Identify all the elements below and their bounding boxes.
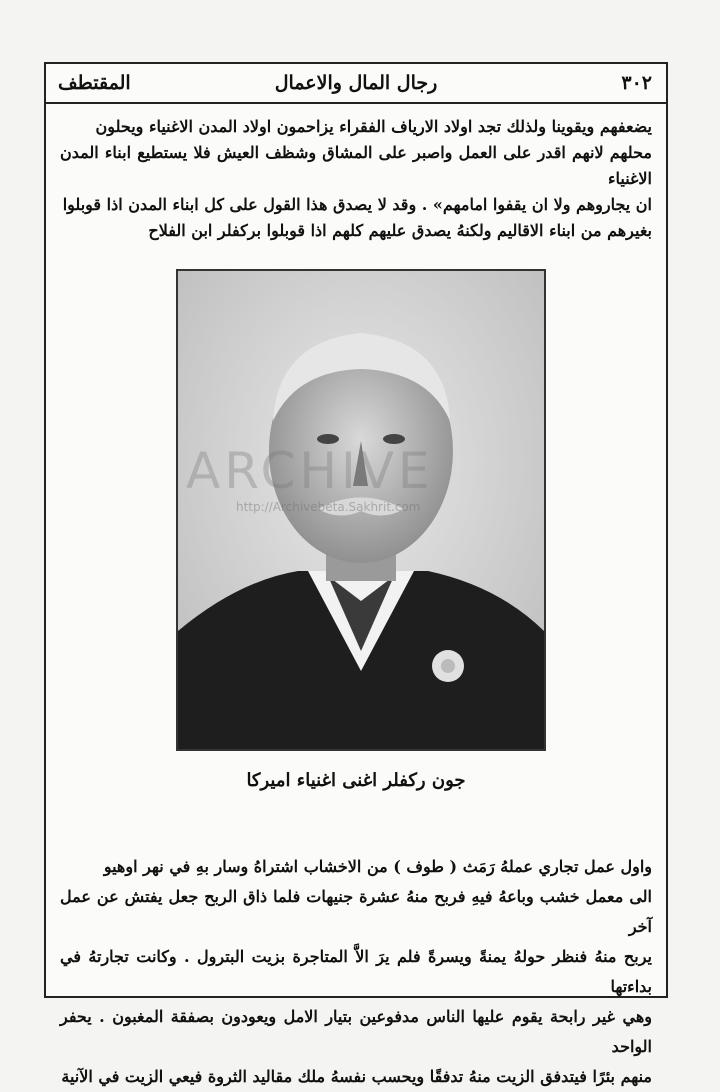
portrait-caption: جون ركفلر اغنى اغنياء اميركا [246, 770, 466, 791]
page-frame [44, 62, 668, 1086]
text-line: محلهم لانهم اقدر على العمل واصبر على المشاق وشظف العيش فلا يستطيع ابناء المدن الاغنياء [60, 143, 652, 188]
watermark-url: http://Archivebeta.Sakhrit.com [236, 500, 421, 514]
text-line: يربح منهُ فنظر حولهُ يمنةً ويسرةً فلم يرَ الاَّ المتاجرة بزيت البترول . وكانت تجارتهُ في بداءتها [60, 947, 652, 996]
portrait-illustration [178, 271, 544, 749]
running-title: رجال المال والاعمال [274, 72, 438, 94]
body-paragraph [60, 852, 652, 1092]
text-line: واول عمل تجاري عملهُ رَمَث ( طوف ) من الاخشاب اشتراهُ وسار بهِ في نهر اوهيو [103, 857, 652, 876]
text-line: الى معمل خشب وباعهُ فيهِ فربح منهُ عشرة جنيهات فلما ذاق الربح جعل يفتش عن عمل آخر [60, 887, 652, 936]
text-line: ان يجاروهم ولا ان يقفوا امامهم» . وقد لا يصدق هذا القول على كل ابناء المدن اذا قوبلوا [62, 195, 652, 214]
page-number: ٣٠٢ [621, 72, 652, 94]
text-line: بغيرهم من ابناء الاقاليم ولكنهُ يصدق عليهم كلهم اذا قوبلوا بركفلر ابن الفلاح [148, 221, 652, 240]
text-line: وهي غير رابحة يقوم عليها الناس مدفوعين بتيار الامل ويعودون بصفقة المغبون . يحفر الواحد [60, 1007, 652, 1056]
intro-paragraph [60, 114, 652, 244]
page-header [46, 64, 666, 104]
portrait-photo [176, 269, 546, 751]
text-line: يضعفهم ويقوينا ولذلك تجد اولاد الارياف الفقراء يزاحمون اولاد المدن الاغنياء ويحلون [95, 117, 652, 136]
watermark-text: ARCHIVE [186, 442, 434, 500]
text-line: منهم بئرًا فيتدفق الزيت منهُ تدفقًا ويحسب نفسهُ ملك مقاليد الثروة فيعي الزيت في الآنية [61, 1067, 652, 1086]
journal-name: المقتطف [58, 72, 131, 94]
